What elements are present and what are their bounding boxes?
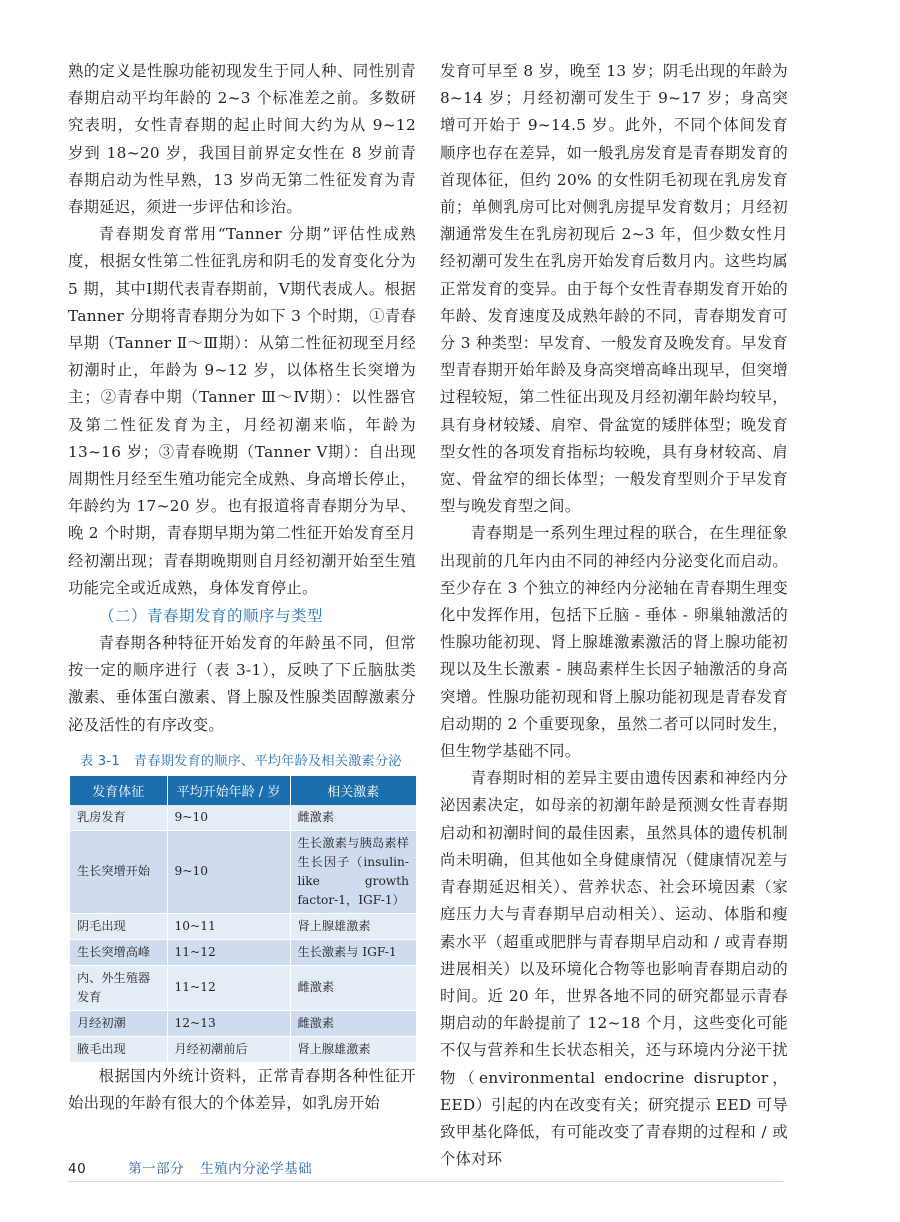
table-cell: 肾上腺雄激素 [290,913,416,939]
table-row [70,1010,416,1036]
paragraph: 青春期时相的差异主要由遗传因素和神经内分泌因素决定，如母亲的初潮年龄是预测女性青春期启动和初潮时间的最佳因素，虽然具体的遗传机制尚未明确，但其他如全身健康情况（健康情况差与青春期延迟相关）、营养状态、社会环境因素（家庭压力大与青春期早启动相关）、运动、体脂和瘦素水平（超重或肥胖与青春期早启动和 / 或青春期进展相关）以及环境化合物等也影响青春期启动的时间。近 20 年，世界各地不同的研究都显示青春期启动的年龄提前了 12~18 个月，这些变化可能不仅与营养和生长状态相关，还与环境内分泌干扰物（environmental endocrine disruptor，EED）引起的内在改变有关；研究提示 EED 可导致甲基化降低，有可能改变了青春期的过程和 / 或个体对环 [440,769,788,1169]
paragraph: 熟的定义是性腺功能初现发生于同人种、同性别青春期启动平均年龄的 2~3 个标准差之前。多数研究表明，女性青春期的起止时间大约为从 9~12 岁到 18~20 岁，我国目前界定女性在 8 岁前青春期启动为性早熟，13 岁尚无第二性征发育为青春期延迟，须进一步评估和诊治。 [68,62,416,217]
paragraph: 青春期发育常用“Tanner 分期”评估性成熟度，根据女性第二性征乳房和阴毛的发育变化分为 5 期，其中Ⅰ期代表青春期前，Ⅴ期代表成人。根据 Tanner 分期将青春期分为如下 3 个时期，①青春早期（Tanner Ⅱ～Ⅲ期）：从第二性征初现至月经初潮时止，年龄为 9~12 岁，以体格生长突增为主；②青春中期（Tanner Ⅲ～Ⅳ期）：以性器官及第二性征发育为主，月经初潮来临，年龄为 13~16 岁；③青春晚期（Tanner Ⅴ期）：自出现周期性月经至生殖功能完全成熟、身高增长停止，年龄约为 17~20 岁。也有报道将青春期分为早、晚 2 个时期，青春期早期为第二性征开始发育至月经初潮出现；青春期晚期则自月经初潮开始至生殖功能完全或近成熟，身体发育停止。 [68,225,416,597]
table-cell: 雌激素 [290,1010,416,1036]
footer-divider [68,1181,783,1182]
table-header-row [70,776,416,805]
table-cell: 12~13 [167,1010,290,1036]
table-cell: 乳房发育 [70,805,167,831]
left-column [68,58,416,1117]
table-row [70,805,416,831]
table-cell: 生长激素与 IGF-1 [290,939,416,965]
footer-section: 生殖内分泌学基础 [200,1161,313,1177]
table-row [70,830,416,913]
column-header: 发育体征 [70,776,167,805]
table-row [70,939,416,965]
table-row [70,1036,416,1062]
paragraph: 青春期是一系列生理过程的联合，在生理征象出现前的几年内由不同的神经内分泌变化而启动。至少存在 3 个独立的神经内分泌轴在青春期生理变化中发挥作用，包括下丘脑 - 垂体 - 卵巢轴激活的性腺功能初现、肾上腺雄激素激活的肾上腺功能初现以及生长激素 - 胰岛素样生长因子轴激活的身高突增。性腺功能初现和肾上腺功能初现是青春发育启动期的 2 个重要现象，虽然二者可以同时发生，但生物学基础不同。 [440,524,788,761]
table-cell: 生长突增高峰 [70,939,167,965]
table-cell: 11~12 [167,965,290,1010]
table-cell: 10~11 [167,913,290,939]
table-number: 表 3-1 [80,753,120,769]
table-cell: 9~10 [167,805,290,831]
table-cell: 9~10 [167,830,290,913]
page-number: 40 [68,1161,87,1177]
table-cell: 生长激素与胰岛素样生长因子（insulin-like growth factor-1，IGF-1） [290,830,416,913]
table-cell: 内、外生殖器发育 [70,965,167,1010]
right-column [440,58,788,1173]
page-footer [68,1157,312,1177]
table-cell: 雌激素 [290,965,416,1010]
column-header: 相关激素 [290,776,416,805]
table-title: 青春期发育的顺序、平均年龄及相关激素分泌 [133,753,402,769]
paragraph: 根据国内外统计资料，正常青春期各种性征开始出现的年龄有很大的个体差异，如乳房开始 [68,1066,416,1113]
table-cell: 雌激素 [290,805,416,831]
puberty-sequence-table [70,776,416,1063]
paragraph: 青春期各种特征开始发育的年龄虽不同，但常按一定的顺序进行（表 3-1），反映了下丘脑肽类激素、垂体蛋白激素、肾上腺及性腺类固醇激素分泌及活性的有序改变。 [68,634,416,734]
paragraph: 发育可早至 8 岁，晚至 13 岁；阴毛出现的年龄为 8~14 岁；月经初潮可发生于 9~17 岁；身高突增可开始于 9~14.5 岁。此外，不同个体间发育顺序也存在差异，如一般乳房发育是青春期发育的首现体征，但约 20% 的女性阴毛初现在乳房发育前；单侧乳房可比对侧乳房提早发育数月；月经初潮通常发生在乳房初现后 2~3 年，但少数女性月经初潮可发生在乳房开始发育后数月内。这些均属正常发育的变异。由于每个女性青春期发育开始的年龄、发育速度及成熟年龄的不同，青春期发育可分 3 种类型：早发育、一般发育及晚发育。早发育型青春期开始年龄及身高突增高峰出现早，但突增过程较短，第二性征出现及月经初潮年龄均较早，具有身材较矮、肩窄、骨盆宽的矮胖体型；晚发育型女性的各项发育指标均较晚，具有身材较高、肩宽、骨盆窄的细长体型；一般发育型则介于早发育型与晚发育型之间。 [440,62,788,516]
table-row [70,965,416,1010]
table-cell: 月经初潮前后 [167,1036,290,1062]
table-cell: 阴毛出现 [70,913,167,939]
table-cell: 生长突增开始 [70,830,167,913]
table-caption [80,753,416,771]
footer-part: 第一部分 [128,1161,185,1177]
table-row [70,913,416,939]
table-cell: 腋毛出现 [70,1036,167,1062]
table-cell: 肾上腺雄激素 [290,1036,416,1062]
column-header: 平均开始年龄 / 岁 [167,776,290,805]
table-cell: 月经初潮 [70,1010,167,1036]
table-cell: 11~12 [167,939,290,965]
section-subheading: （二）青春期发育的顺序与类型 [99,607,324,626]
